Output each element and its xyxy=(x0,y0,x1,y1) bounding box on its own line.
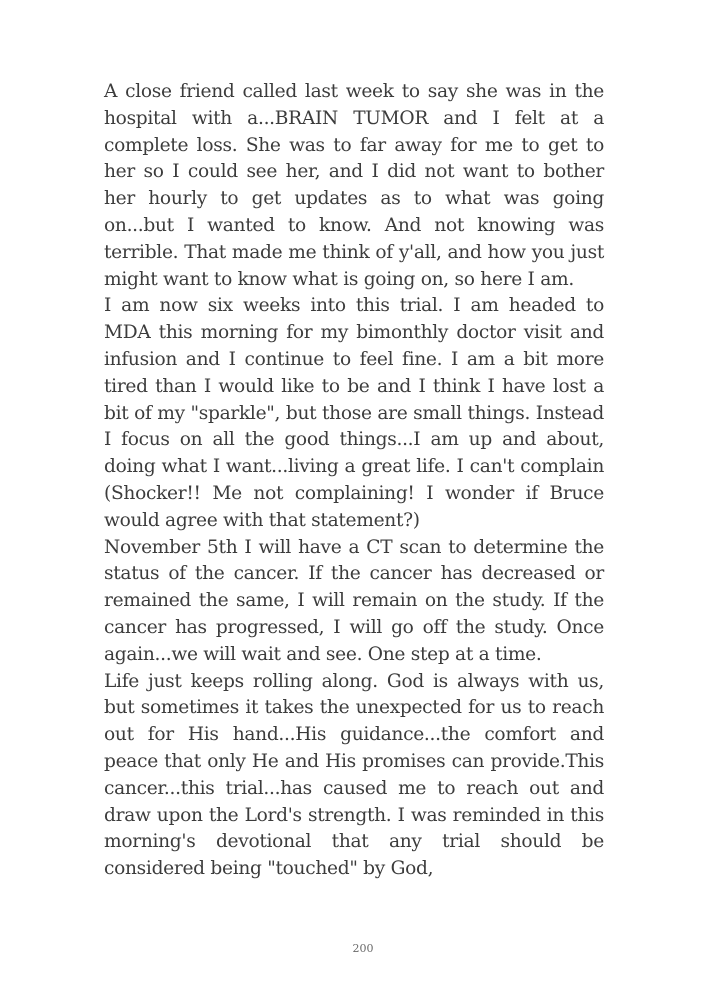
page-number: 200 xyxy=(352,942,374,955)
paragraph-faith: Life just keeps rolling along. God is always with us, but sometimes it takes the unexpected for us to reach out for His hand...His guidance...the comfort and peace that only He and His promises can provide.This cancer...this trial...has caused me to reach out and draw upon the Lord's strength. I was reminded in this morning's devotional that any trial should be considered being "touched" by God, xyxy=(104,670,604,880)
paragraph-friend-call: A close friend called last week to say she was in the hospital with a...BRAIN TUMOR and I felt at a complete loss. She was to far away for me to get to her so I could see her, and I did not want to bother her hourly to get updates as to what was going on...but I wanted to know. And not knowing was terrible. That made me think of y'all, and how you just might want to know what is going on, so here I am. xyxy=(104,81,604,290)
paragraph-ct-scan: November 5th I will have a CT scan to determine the status of the cancer. If the cancer has decreased or remained the same, I will remain on the study. If the cancer has progressed, I will go off the study. Once again...we will wait and see. One step at a time. xyxy=(104,536,604,665)
paragraph-trial-update: I am now six weeks into this trial. I am headed to MDA this morning for my bimonthly doctor visit and infusion and I continue to feel fine. I am a bit more tired than I would like to be and I think I have lost a bit of my "sparkle", but those are small things. Instead I focus on all the good things...I am up and about, doing what I want...living a great life. I can't complain (Shocker!! Me not complaining! I wonder if Bruce would agree with that statement?) xyxy=(104,295,604,531)
body-text xyxy=(104,79,604,883)
